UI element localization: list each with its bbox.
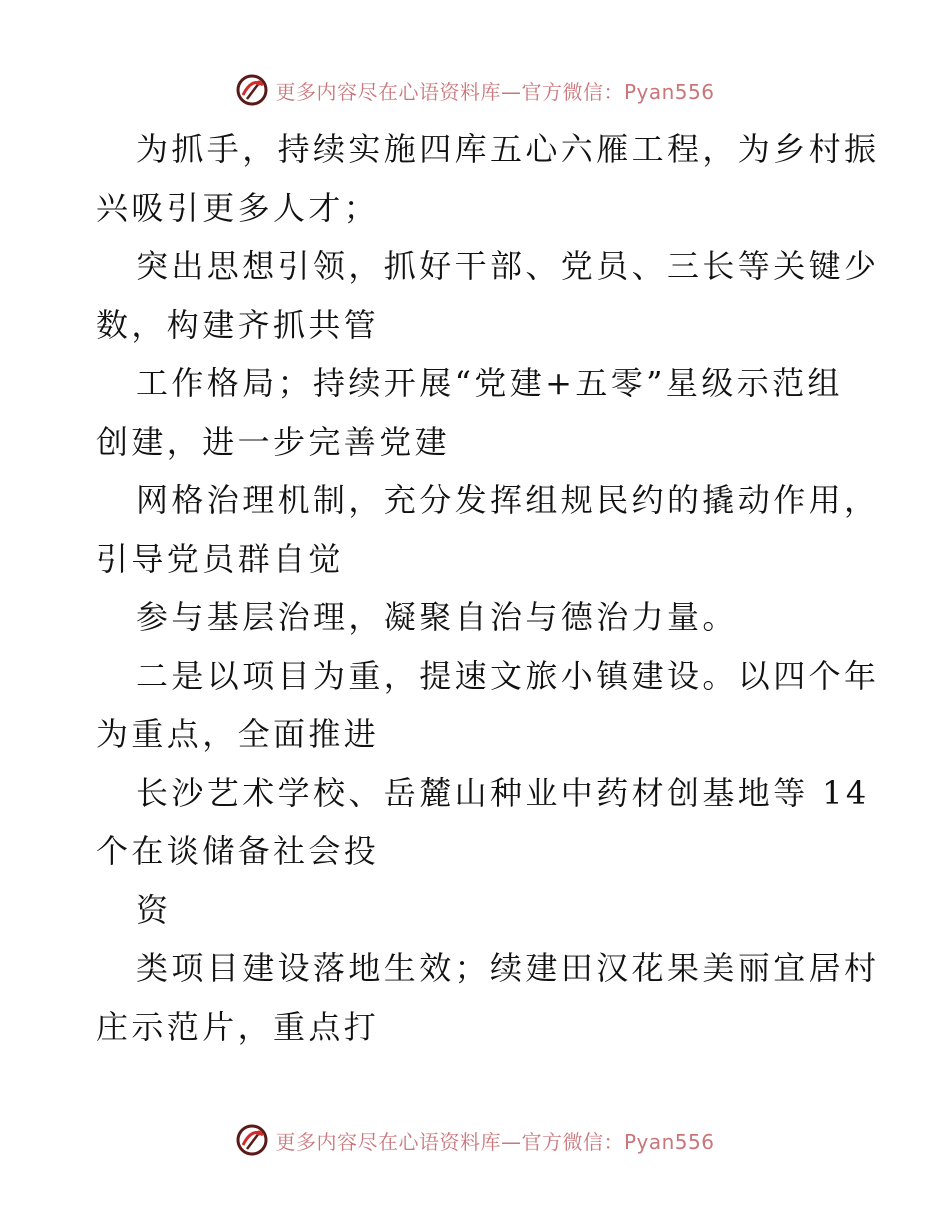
text-line: 长沙艺术学校、岳麓山种业中药材创基地等 14 [136, 773, 870, 812]
watermark-text: 更多内容尽在心语资料库—官方微信：Pyan556 [275, 79, 715, 104]
watermark-header [0, 70, 950, 110]
text-line: 资 [136, 890, 172, 929]
text-line: 引导党员群自觉 [96, 539, 344, 578]
text-line: 数，构建齐抓共管 [96, 305, 380, 344]
text-line: 兴吸引更多人才； [96, 188, 380, 227]
text-line: 庄示范片，重点打 [96, 1007, 380, 1046]
text-line: 创建，进一步完善党建 [96, 422, 451, 461]
watermark-text: 更多内容尽在心语资料库—官方微信：Pyan556 [275, 1129, 715, 1154]
text-line: 突出思想引领，抓好干部、党员、三长等关键少 [136, 247, 880, 285]
text-line: 类项目建设落地生效；续建田汉花果美丽宜居村 [136, 949, 880, 987]
text-line: 参与基层治理，凝聚自治与德治力量。 [136, 598, 738, 636]
text-line: 二是以项目为重，提速文旅小镇建设。以四个年 [136, 656, 880, 695]
watermark-logo-icon [235, 1123, 269, 1157]
text-line: 个在谈储备社会投 [96, 832, 380, 870]
text-line: 工作格局；持续开展“党建+五零”星级示范组 [136, 364, 843, 402]
watermark-logo-icon [235, 73, 269, 107]
document-body [96, 120, 880, 1056]
text-line: 网格治理机制，充分发挥组规民约的撬动作用， [136, 481, 880, 519]
watermark-footer [0, 1120, 950, 1160]
text-line: 为重点，全面推进 [96, 715, 380, 753]
text-line: 为抓手，持续实施四库五心六雁工程，为乡村振 [136, 130, 880, 168]
